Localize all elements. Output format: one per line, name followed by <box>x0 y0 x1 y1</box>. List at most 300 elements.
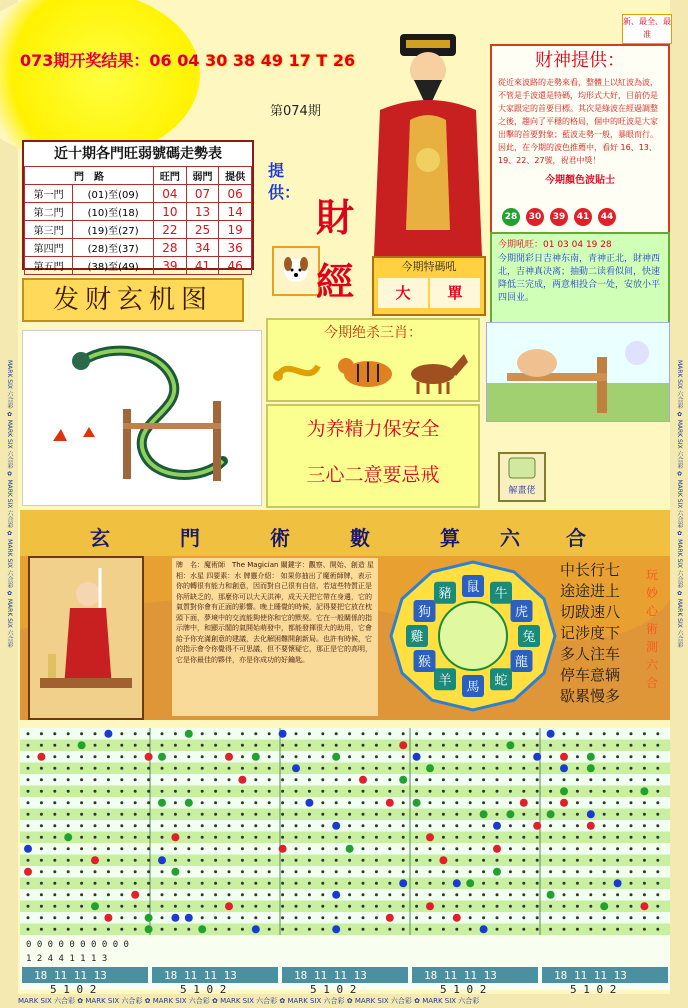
grid-dot <box>201 916 204 919</box>
grid-dot <box>362 859 365 862</box>
grid-dot <box>589 916 592 919</box>
grid-dot <box>455 905 458 908</box>
grid-dot <box>107 755 110 758</box>
grid-dot <box>187 790 190 793</box>
decode-button[interactable] <box>498 452 546 502</box>
grid-dot <box>27 882 30 885</box>
grid-dot <box>187 928 190 931</box>
grid-ball <box>466 879 474 887</box>
grid-dot <box>228 732 231 735</box>
grid-dot <box>94 755 97 758</box>
grid-dot <box>67 790 70 793</box>
grid-dot <box>254 882 257 885</box>
grid-dot <box>630 778 633 781</box>
grid-dot <box>67 916 70 919</box>
grid-dot <box>442 790 445 793</box>
grid-dot <box>94 870 97 873</box>
footer-number: 18 11 11 13 <box>294 969 367 982</box>
grid-ball <box>359 776 367 784</box>
grid-dot <box>549 790 552 793</box>
grid-dot <box>630 859 633 862</box>
wheel-cell <box>414 600 436 622</box>
grid-dot <box>67 778 70 781</box>
grid-ball <box>560 753 568 761</box>
grid-dot <box>576 755 579 758</box>
svg-text:狗: 狗 <box>417 605 432 620</box>
grid-dot <box>161 790 164 793</box>
grid-dot <box>375 928 378 931</box>
grid-dot <box>536 767 539 770</box>
grid-dot <box>630 916 633 919</box>
grid-dot <box>616 836 619 839</box>
grid-dot <box>134 824 137 827</box>
grid-dot <box>308 744 311 747</box>
grid-dot <box>308 813 311 816</box>
grid-dot <box>509 916 512 919</box>
grid-dot <box>563 824 566 827</box>
grid-dot <box>321 870 324 873</box>
grid-dot <box>187 882 190 885</box>
grid-dot <box>455 790 458 793</box>
grid-dot <box>589 905 592 908</box>
grid-dot <box>281 893 284 896</box>
grid-dot <box>134 744 137 747</box>
grid-dot <box>415 847 418 850</box>
grid-dot <box>482 893 485 896</box>
grid-dot <box>616 744 619 747</box>
grid-dot <box>576 847 579 850</box>
grid-dot <box>40 767 43 770</box>
grid-dot <box>442 744 445 747</box>
grid-dot <box>348 790 351 793</box>
grid-dot <box>616 790 619 793</box>
grid-dot <box>107 893 110 896</box>
grid-dot <box>563 928 566 931</box>
grid-dot <box>442 732 445 735</box>
grid-dot <box>107 882 110 885</box>
wheel-cell <box>518 625 540 647</box>
grid-dot <box>214 916 217 919</box>
grid-ball <box>305 799 313 807</box>
grid-dot <box>147 732 150 735</box>
grid-dot <box>522 824 525 827</box>
grid-dot <box>321 778 324 781</box>
grid-dot <box>94 767 97 770</box>
grid-dot <box>656 928 659 931</box>
grid-dot <box>415 916 418 919</box>
grid-dot <box>174 744 177 747</box>
grid-dot <box>348 778 351 781</box>
grid-dot <box>335 859 338 862</box>
grid-dot <box>455 859 458 862</box>
grid-dot <box>27 905 30 908</box>
grid-dot <box>630 882 633 885</box>
grid-dot <box>321 824 324 827</box>
grid-dot <box>375 916 378 919</box>
grid-dot <box>53 824 56 827</box>
grid-dot <box>549 778 552 781</box>
grid-dot <box>536 916 539 919</box>
grid-dot <box>603 928 606 931</box>
grid-dot <box>522 790 525 793</box>
grid-dot <box>563 916 566 919</box>
grid-dot <box>228 859 231 862</box>
grid-ball <box>185 799 193 807</box>
grid-dot <box>53 905 56 908</box>
grid-dot <box>268 778 271 781</box>
grid-dot <box>335 870 338 873</box>
grid-dot <box>496 882 499 885</box>
grid-dot <box>388 882 391 885</box>
grid-dot <box>228 778 231 781</box>
grid-dot <box>509 847 512 850</box>
grid-dot <box>576 905 579 908</box>
grid-dot <box>187 813 190 816</box>
grid-dot <box>201 790 204 793</box>
joke-title: 今期吼旺：01 03 04 19 28 <box>498 240 612 250</box>
grid-dot <box>576 859 579 862</box>
grid-dot <box>402 732 405 735</box>
grid-dot <box>281 859 284 862</box>
grid-dot <box>442 778 445 781</box>
grid-dot <box>214 767 217 770</box>
grid-dot <box>67 893 70 896</box>
grid-dot <box>656 870 659 873</box>
grid-dot <box>268 859 271 862</box>
grid-dot <box>107 813 110 816</box>
grid-dot <box>429 790 432 793</box>
grid-dot <box>643 801 646 804</box>
grid-dot <box>281 836 284 839</box>
grid-dot <box>228 813 231 816</box>
dragon-image <box>22 330 262 506</box>
grid-dot <box>656 755 659 758</box>
notice-title: 财神提供： <box>535 50 625 71</box>
grid-dot <box>415 790 418 793</box>
grid-dot <box>589 732 592 735</box>
grid-dot <box>27 801 30 804</box>
grid-dot <box>281 824 284 827</box>
caishen-image <box>370 30 488 256</box>
grid-dot <box>53 847 56 850</box>
grid-dot <box>281 813 284 816</box>
right-border: MARK SIX 六合彩 ✿ MARK SIX 六合彩 ✿ MARK SIX 六合彩 ✿ MARK SIX 六合彩 ✿ MARK SIX 六合彩 <box>670 0 688 1008</box>
grid-dot <box>643 732 646 735</box>
grid-dot <box>522 928 525 931</box>
grid-dot <box>321 813 324 816</box>
grid-dot <box>455 824 458 827</box>
grid-dot <box>228 882 231 885</box>
grid-dot <box>161 778 164 781</box>
grid-dot <box>576 916 579 919</box>
grid-dot <box>321 928 324 931</box>
grid-dot <box>442 755 445 758</box>
grid-ball <box>640 787 648 795</box>
grid-dot <box>348 882 351 885</box>
grid-dot <box>455 732 458 735</box>
grid-ball <box>104 730 112 738</box>
grid-dot <box>53 755 56 758</box>
grid-dot <box>40 928 43 931</box>
grid-dot <box>161 847 164 850</box>
grid-dot <box>147 813 150 816</box>
notice-body: 從近來波路的走勢來看，整體上以紅波為波，不管是手波還是特碼，均形式大好，目前仍是大家跟定的首要目標。其次是綠波在經過調整之後，趨向了平穩的格局，個中的旺波是大家出擊的首要對象；藍波走勢一般，暴眼而行。因此，在今期的波色推薦中，看好 16、13、19、22、27號，祝君中獎！ <box>498 78 658 165</box>
grid-dot <box>187 859 190 862</box>
grid-dot <box>40 859 43 862</box>
grid-ball <box>171 868 179 876</box>
grid-dot <box>201 813 204 816</box>
grid-dot <box>576 836 579 839</box>
grid-dot <box>67 859 70 862</box>
trend-title: 近十期各門旺弱號碼走勢表 <box>54 146 222 162</box>
grid-dot <box>214 928 217 931</box>
footer-bottom: 5 1 0 2 <box>440 983 487 996</box>
grid-dot <box>388 905 391 908</box>
grid-dot <box>254 893 257 896</box>
grid-dot <box>656 767 659 770</box>
grid-dot <box>522 859 525 862</box>
grid-dot <box>214 778 217 781</box>
grid-dot <box>120 859 123 862</box>
grid-dot <box>469 847 472 850</box>
grid-dot <box>120 928 123 931</box>
grid-dot <box>630 893 633 896</box>
grid-dot <box>241 836 244 839</box>
grid-dot <box>509 905 512 908</box>
grid-dot <box>522 916 525 919</box>
grid-dot <box>308 870 311 873</box>
grid-ball <box>292 764 300 772</box>
special-right: 單 <box>430 278 480 308</box>
grid-dot <box>549 859 552 862</box>
grid-dot <box>268 836 271 839</box>
grid-dot <box>321 836 324 839</box>
grid-dot <box>174 790 177 793</box>
grid-dot <box>27 893 30 896</box>
grid-dot <box>348 859 351 862</box>
grid-ball <box>171 914 179 922</box>
grid-dot <box>362 824 365 827</box>
grid-dot <box>295 847 298 850</box>
grid-dot <box>362 767 365 770</box>
grid-dot <box>388 778 391 781</box>
grid-dot <box>254 790 257 793</box>
grid-dot <box>589 859 592 862</box>
col-ti: 提供 <box>219 167 252 185</box>
grid-dot <box>201 859 204 862</box>
grid-dot <box>268 732 271 735</box>
grid-dot <box>643 778 646 781</box>
grid-dot <box>603 755 606 758</box>
grid-dot <box>362 836 365 839</box>
grid-dot <box>187 905 190 908</box>
grid-dot <box>616 893 619 896</box>
grid-dot <box>67 882 70 885</box>
grid-dot <box>308 755 311 758</box>
poem: 中长行七 途途进上 切跋速八 记涉度下 多人注车 停车意辆 歇累慢多 <box>560 561 621 705</box>
grid-dot <box>563 778 566 781</box>
grid-dot <box>348 744 351 747</box>
grid-dot <box>509 767 512 770</box>
grid-dot <box>254 836 257 839</box>
grid-dot <box>321 859 324 862</box>
grid-dot <box>335 916 338 919</box>
grid-dot <box>268 928 271 931</box>
grid-dot <box>40 801 43 804</box>
grid-dot <box>630 824 633 827</box>
grid-dot <box>335 778 338 781</box>
grid-dot <box>603 732 606 735</box>
wheel-cell <box>462 675 484 697</box>
grid-dot <box>415 778 418 781</box>
grid-dot <box>281 744 284 747</box>
grid-dot <box>496 732 499 735</box>
grid-ball <box>24 845 32 853</box>
grid-dot <box>402 824 405 827</box>
band-title: 玄 門 術 數 算 六 合 <box>90 526 586 550</box>
grid-dot <box>107 824 110 827</box>
grid-dot <box>589 790 592 793</box>
svg-text:蛇: 蛇 <box>494 673 508 689</box>
grid-ball <box>185 730 193 738</box>
grid-dot <box>509 882 512 885</box>
grid-dot <box>402 928 405 931</box>
grid-dot <box>375 755 378 758</box>
grid-dot <box>147 778 150 781</box>
grid-dot <box>469 767 472 770</box>
grid-dot <box>27 928 30 931</box>
grid-dot <box>522 882 525 885</box>
grid-dot <box>375 847 378 850</box>
grid-dot <box>53 767 56 770</box>
grid-dot <box>174 905 177 908</box>
grid-dot <box>536 847 539 850</box>
grid-dot <box>375 778 378 781</box>
wheel-cell <box>462 575 484 597</box>
grid-dot <box>201 882 204 885</box>
grid-dot <box>348 767 351 770</box>
grid-dot <box>147 824 150 827</box>
grid-dot <box>201 744 204 747</box>
grid-dot <box>442 870 445 873</box>
grid-dot <box>134 767 137 770</box>
grid-dot <box>482 732 485 735</box>
grid-dot <box>496 893 499 896</box>
grid-dot <box>509 732 512 735</box>
grid-dot <box>469 790 472 793</box>
grid-dot <box>388 755 391 758</box>
ball: 28 <box>502 208 520 226</box>
grid-dot <box>576 928 579 931</box>
grid-dot <box>67 767 70 770</box>
grid-dot <box>643 882 646 885</box>
grid-dot <box>482 836 485 839</box>
grid-dot <box>402 767 405 770</box>
grid-dot <box>134 859 137 862</box>
grid-dot <box>27 778 30 781</box>
grid-ball <box>587 822 595 830</box>
cartoon-image <box>486 322 670 422</box>
grid-dot <box>174 813 177 816</box>
grid-dot <box>201 732 204 735</box>
grid-dot <box>335 744 338 747</box>
grid-dot <box>295 882 298 885</box>
grid-dot <box>174 928 177 931</box>
grid-dot <box>187 755 190 758</box>
grid-dot <box>254 778 257 781</box>
grid-dot <box>656 882 659 885</box>
grid-dot <box>120 778 123 781</box>
svg-text:虎: 虎 <box>514 605 529 620</box>
grid-dot <box>643 744 646 747</box>
grid-dot <box>241 744 244 747</box>
grid-dot <box>563 859 566 862</box>
grid-dot <box>563 732 566 735</box>
grid-dot <box>147 882 150 885</box>
grid-dot <box>27 732 30 735</box>
grid-dot <box>496 813 499 816</box>
grid-dot <box>536 893 539 896</box>
grid-dot <box>161 905 164 908</box>
grid-dot <box>549 801 552 804</box>
grid-dot <box>509 778 512 781</box>
grid-dot <box>107 859 110 862</box>
grid-dot <box>53 801 56 804</box>
grid-dot <box>536 813 539 816</box>
grid-dot <box>120 882 123 885</box>
grid-dot <box>161 744 164 747</box>
grid-dot <box>80 790 83 793</box>
grid-dot <box>254 859 257 862</box>
grid-dot <box>214 732 217 735</box>
grid-dot <box>120 813 123 816</box>
grid-dot <box>53 882 56 885</box>
grid-dot <box>268 813 271 816</box>
grid-dot <box>107 870 110 873</box>
grid-dot <box>308 732 311 735</box>
grid-dot <box>415 732 418 735</box>
grid-dot <box>295 916 298 919</box>
grid-dot <box>134 790 137 793</box>
footer-bottom: 5 1 0 2 <box>180 983 227 996</box>
grid-dot <box>656 824 659 827</box>
grid-dot <box>603 767 606 770</box>
zodiac-wheel <box>378 556 568 716</box>
grid-ball <box>386 799 394 807</box>
grid-dot <box>630 790 633 793</box>
grid-dot <box>362 882 365 885</box>
grid-dot <box>496 778 499 781</box>
phrases-box <box>266 404 480 508</box>
grid-dot <box>549 870 552 873</box>
footer-bottom: 5 1 0 2 <box>50 983 97 996</box>
grid-ball <box>399 879 407 887</box>
grid-dot <box>469 916 472 919</box>
grid-dot <box>228 744 231 747</box>
grid-dot <box>94 732 97 735</box>
grid-dot <box>469 928 472 931</box>
grid-dot <box>281 916 284 919</box>
grid-dot <box>335 732 338 735</box>
grid-dot <box>630 755 633 758</box>
grid-dot <box>469 859 472 862</box>
fortune-title: 发财玄机图 <box>22 278 244 322</box>
footer-bottom: 5 1 0 2 <box>570 983 617 996</box>
grid-dot <box>335 813 338 816</box>
grid-dot <box>455 744 458 747</box>
grid-dot <box>53 916 56 919</box>
grid-dot <box>589 870 592 873</box>
